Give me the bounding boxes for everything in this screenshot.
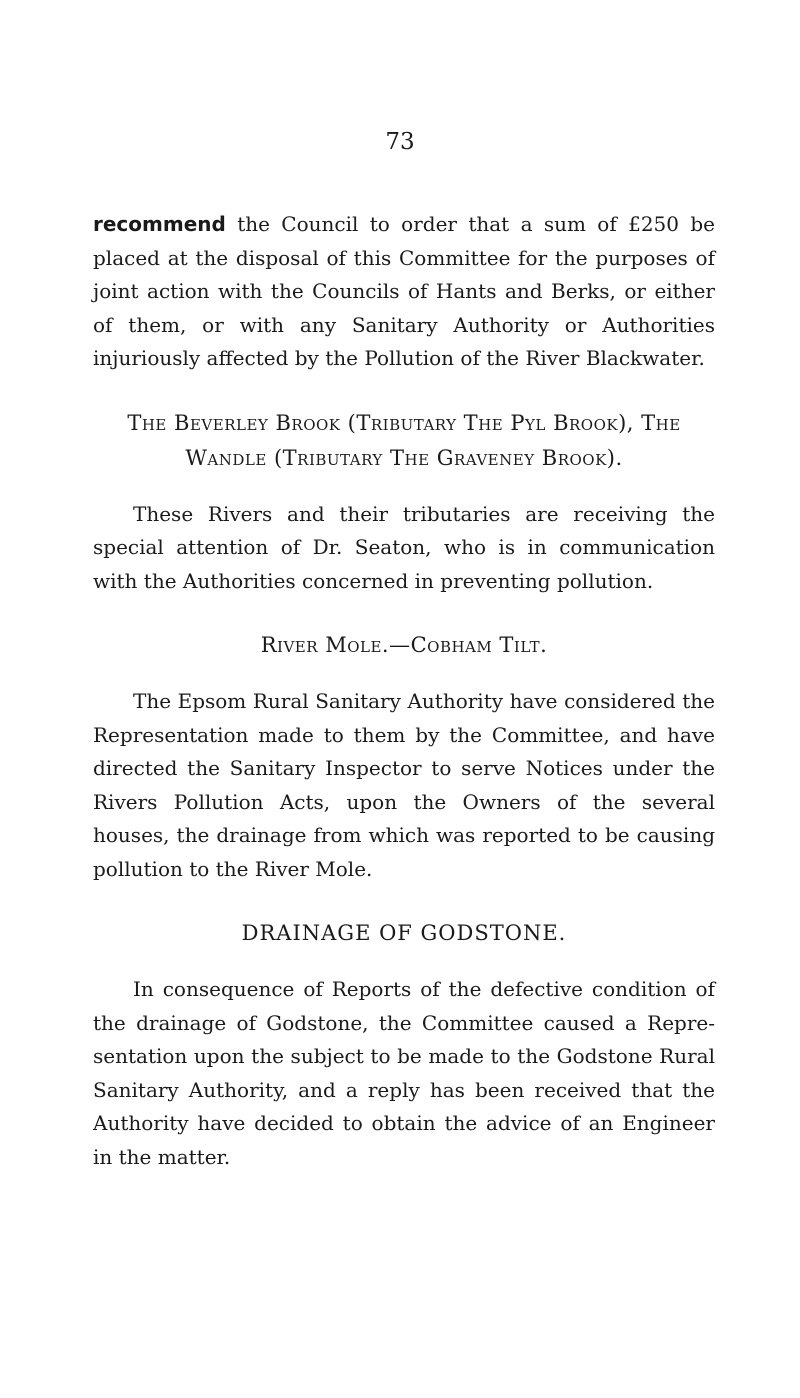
mole-heading: River Mole.—Cobham Tilt. (260, 633, 548, 657)
beverley-heading: The Beverley Brook (Tributary The Pyl Brook), The Wandle (Tributary The Graveney Brook). (127, 410, 681, 470)
intro-text: the Council to order that a sum of £250 be placed at the disposal of this Committee for the purposes of joint action with the Councils of Hants and Berks, or either of them, or with any Sanitary Authority or Authorities injuriously affected by the Pollution of the River Blackwater. (93, 212, 716, 370)
page-content (93, 208, 715, 1174)
beverley-paragraph: These Rivers and their tributaries are receiving the special attention of Dr. Seaton, who is in communication with the Authorities concerned in preventing pollution. (93, 501, 715, 593)
godstone-paragraph: In consequence of Reports of the defective condition of the drainage of Godstone, the Committee caused a Repre-sentation upon the subject to be made to the Godstone Rural Sanitary Authority, and a reply has been received that the Authority have decided to obtain the advice of an Engineer in the matter. (93, 977, 715, 1169)
page-number: 73 (385, 129, 415, 155)
intro-lead-word: recommend (93, 212, 226, 236)
mole-paragraph: The Epsom Rural Sanitary Authority have considered the Representation made to them by the Committee, and have directed the Sanitary Inspector to serve Notices under the Rivers Pollution Acts, upon the Owners of the several houses, the drainage from which was reported to be causing pollution to the River Mole. (93, 689, 715, 881)
godstone-heading: DRAINAGE OF GODSTONE. (241, 921, 567, 945)
intro-paragraph (93, 208, 715, 376)
